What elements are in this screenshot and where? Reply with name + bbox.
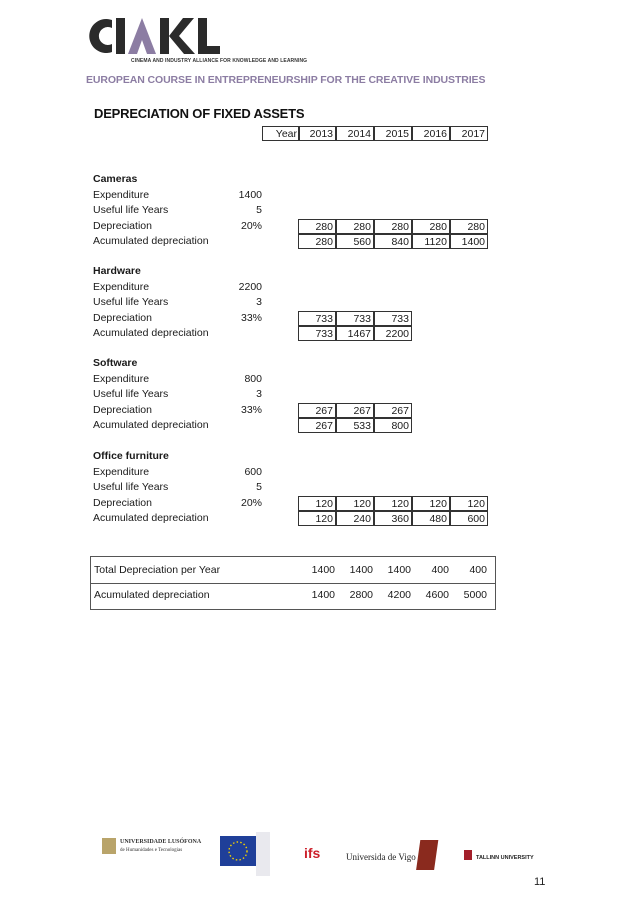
row-label: Total Depreciation per Year <box>94 564 221 576</box>
row-label: Expenditure <box>93 465 150 478</box>
depreciation-rate: 33% <box>240 403 262 416</box>
depreciation-value: 733 <box>374 311 412 326</box>
tallinn-university-logo <box>464 850 534 861</box>
partner-logos <box>98 828 538 888</box>
row-label: Useful life Years <box>93 388 169 400</box>
row-label: Expenditure <box>93 372 150 385</box>
row-label: Expenditure <box>93 280 150 293</box>
year-label: Year <box>262 126 300 141</box>
depreciation-rate: 20% <box>240 219 262 232</box>
total-value: 5000 <box>463 589 487 601</box>
accumulated-value: 267 <box>298 418 336 433</box>
depreciation-value: 280 <box>450 219 488 234</box>
depreciation-rate: 33% <box>240 311 262 324</box>
total-accumulated-row <box>90 582 496 610</box>
expenditure-row <box>92 372 500 387</box>
total-depreciation-row <box>90 556 496 584</box>
lusofona-text: UNIVERSIDADE LUSÓFONA <box>120 839 202 845</box>
depreciation-value: 120 <box>412 496 450 511</box>
useful-life-row <box>92 203 500 218</box>
depreciation-value: 280 <box>374 219 412 234</box>
expenditure-row <box>92 280 500 295</box>
accumulated-value: 800 <box>374 418 412 433</box>
depreciation-row <box>92 311 500 326</box>
accumulated-value: 240 <box>336 511 374 526</box>
asset-name-row <box>92 172 500 187</box>
accumulated-depreciation-row <box>92 418 500 433</box>
universidade-vigo-logo <box>346 852 416 862</box>
depreciation-value: 120 <box>374 496 412 511</box>
accumulated-value: 120 <box>298 511 336 526</box>
asset-name: Cameras <box>93 173 138 185</box>
row-label: Useful life Years <box>93 204 169 216</box>
accumulated-value: 840 <box>374 234 412 249</box>
row-label: Depreciation <box>93 219 152 232</box>
depreciation-value: 733 <box>298 311 336 326</box>
total-value: 1400 <box>349 564 373 576</box>
ifs-logo <box>304 845 321 861</box>
lusofona-logo <box>102 837 202 854</box>
depreciation-value: 267 <box>374 403 412 418</box>
useful-life-value: 5 <box>256 204 262 216</box>
expenditure-row <box>92 188 500 203</box>
row-label: Depreciation <box>93 403 152 416</box>
depreciation-value: 120 <box>336 496 374 511</box>
row-label: Useful life Years <box>93 296 169 308</box>
accumulated-value: 2200 <box>374 326 412 341</box>
row-label: Acumulated depreciation <box>94 589 210 601</box>
expenditure-value: 800 <box>244 372 262 385</box>
total-value: 1400 <box>387 564 411 576</box>
total-value: 400 <box>469 564 487 576</box>
accumulated-depreciation-row <box>92 234 500 249</box>
accumulated-value: 533 <box>336 418 374 433</box>
expenditure-row <box>92 465 500 480</box>
row-label: Depreciation <box>93 311 152 324</box>
depreciation-row <box>92 219 500 234</box>
expenditure-value: 1400 <box>238 188 262 201</box>
depreciation-value: 733 <box>336 311 374 326</box>
year-heading: 2016 <box>412 126 450 141</box>
page-title: DEPRECIATION OF FIXED ASSETS <box>94 106 305 121</box>
useful-life-value: 3 <box>256 296 262 308</box>
row-label: Acumulated depreciation <box>93 512 209 524</box>
year-heading: 2017 <box>450 126 488 141</box>
accumulated-value: 1467 <box>336 326 374 341</box>
row-label: Useful life Years <box>93 481 169 493</box>
total-value: 2800 <box>349 589 373 601</box>
total-value: 1400 <box>311 589 335 601</box>
row-label: Acumulated depreciation <box>93 235 209 247</box>
depreciation-row <box>92 403 500 418</box>
accumulated-depreciation-row <box>92 326 500 341</box>
lusofona-text-2: de Humanidades e Tecnologias <box>120 848 183 853</box>
expenditure-value: 600 <box>244 465 262 478</box>
accumulated-value: 480 <box>412 511 450 526</box>
expenditure-value: 2200 <box>238 280 262 293</box>
depreciation-value: 120 <box>298 496 336 511</box>
accumulated-value: 360 <box>374 511 412 526</box>
depreciation-row <box>92 496 500 511</box>
depreciation-value: 280 <box>412 219 450 234</box>
accumulated-value: 560 <box>336 234 374 249</box>
useful-life-row <box>92 480 500 495</box>
depreciation-value: 267 <box>336 403 374 418</box>
asset-name: Hardware <box>93 265 141 277</box>
total-value: 400 <box>431 564 449 576</box>
european-commission-logo <box>220 832 270 876</box>
logo-tagline: CINEMA AND INDUSTRY ALLIANCE FOR KNOWLEDGE AND LEARNING <box>131 58 308 64</box>
asset-name: Office furniture <box>93 450 169 462</box>
svg-text:TALLINN UNIVERSITY: TALLINN UNIVERSITY <box>476 855 534 861</box>
year-heading: 2013 <box>298 126 336 141</box>
asset-name: Software <box>93 357 138 369</box>
useful-life-value: 3 <box>256 388 262 400</box>
depreciation-value: 280 <box>298 219 336 234</box>
row-label: Expenditure <box>93 188 150 201</box>
accumulated-value: 733 <box>298 326 336 341</box>
accumulated-value: 280 <box>298 234 336 249</box>
year-header-row <box>92 126 500 141</box>
safe-logo <box>416 840 438 870</box>
accumulated-value: 600 <box>450 511 488 526</box>
asset-name-row <box>92 356 500 371</box>
total-value: 4200 <box>387 589 411 601</box>
svg-text:ifs: ifs <box>304 845 321 861</box>
page-number: 11 <box>534 876 546 888</box>
accumulated-depreciation-row <box>92 511 500 526</box>
useful-life-value: 5 <box>256 481 262 493</box>
accumulated-value: 1400 <box>450 234 488 249</box>
depreciation-rate: 20% <box>240 496 262 509</box>
row-label: Acumulated depreciation <box>93 419 209 431</box>
useful-life-row <box>92 295 500 310</box>
course-title: EUROPEAN COURSE IN ENTREPRENEURSHIP FOR THE CREATIVE INDUSTRIES <box>86 74 486 86</box>
asset-name-row <box>92 264 500 279</box>
year-heading: 2015 <box>374 126 412 141</box>
useful-life-row <box>92 387 500 402</box>
accumulated-value: 1120 <box>412 234 450 249</box>
depreciation-value: 267 <box>298 403 336 418</box>
row-label: Depreciation <box>93 496 152 509</box>
depreciation-value: 280 <box>336 219 374 234</box>
svg-text:Universida de Vigo: Universida de Vigo <box>346 852 416 862</box>
row-label: Acumulated depreciation <box>93 327 209 339</box>
year-heading: 2014 <box>336 126 374 141</box>
depreciation-value: 120 <box>450 496 488 511</box>
asset-name-row <box>92 449 500 464</box>
total-value: 1400 <box>311 564 335 576</box>
total-value: 4600 <box>425 589 449 601</box>
